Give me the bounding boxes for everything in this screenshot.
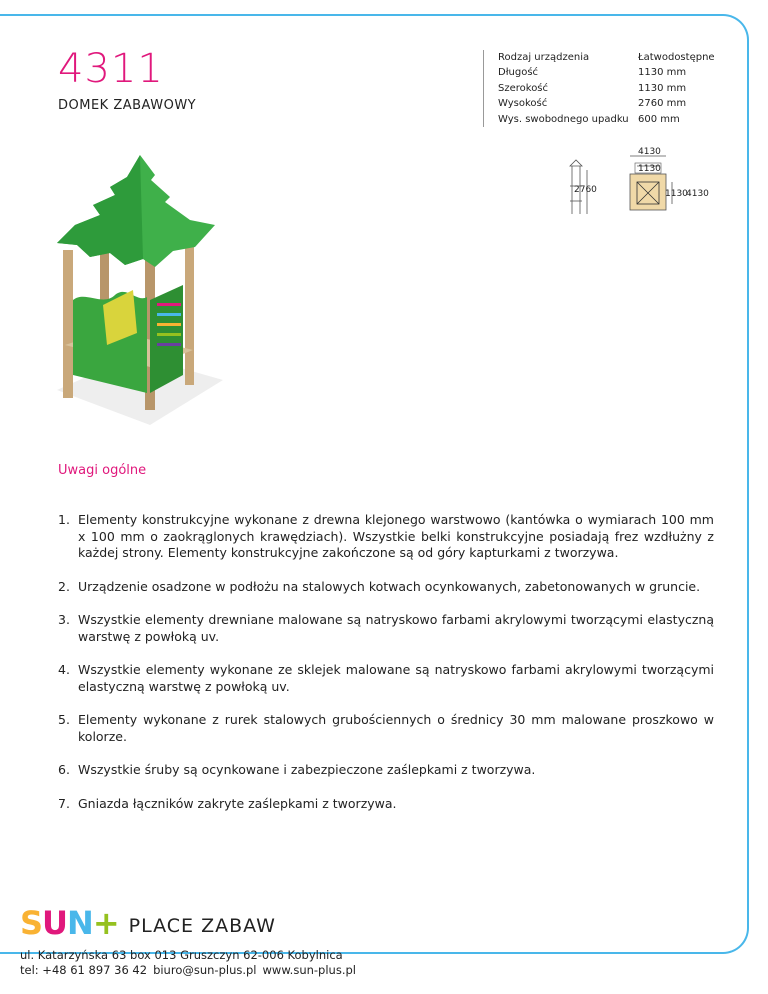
note-number: 7.: [58, 795, 70, 811]
spec-label: Wys. swobodnego upadku: [498, 113, 629, 125]
spec-label: Szerokość: [498, 82, 549, 94]
note-text: Wszystkie elementy drewniane malowane są natryskowo farbami akrylowymi tworzącymi elastyczną warstwę z powłoką uv.: [78, 612, 714, 644]
website-link[interactable]: www.sun-plus.pl: [262, 963, 356, 977]
note-number: 4.: [58, 662, 70, 677]
note-text: Wszystkie elementy wykonane ze sklejek malowane są natryskowo farbami akrylowymi tworzącymi elastyczną warstwę z powłoką uv.: [78, 662, 714, 694]
notes-title: Uwagi ogólne: [58, 463, 147, 478]
inner-depth-label: 1130: [665, 189, 688, 199]
company-address: [20, 948, 362, 978]
contact-row: [20, 963, 362, 978]
note-number: 6.: [58, 762, 70, 777]
email-link[interactable]: biuro@sun-plus.pl: [153, 963, 257, 977]
note-number: 2.: [58, 578, 70, 594]
list-item: [58, 796, 714, 813]
note-number: 1.: [58, 512, 70, 527]
spec-row: [498, 96, 715, 111]
spec-label: Rodzaj urządzenia: [498, 52, 590, 63]
outer-width-label: 4130: [638, 147, 661, 157]
spec-value: Łatwodostępne: [638, 52, 715, 63]
playhouse-image: [55, 155, 225, 425]
notes-list: [58, 512, 714, 829]
spec-row: [498, 112, 715, 127]
product-code: 4311: [58, 46, 164, 92]
note-text: Urządzenie osadzone w podłożu na stalowych kotwach ocynkowanych, zabetonowanych w gruncie.: [78, 578, 701, 594]
note-text: Elementy konstrukcyjne wykonane z drewna klejonego warstwowo (kantówka o wymiarach 100 mm x 100 mm o zaokrąglonych krawędziach). Wszystkie belki konstrukcyjne posiadają frez wzdłużny z każdej strony. Elementy konstrukcyjne zakończone są od góry kapturkami z tworzywa.: [78, 512, 714, 560]
spec-label: Długość: [498, 67, 539, 79]
sun-plus-logo: SUN+: [20, 904, 119, 942]
note-text: Wszystkie śruby są ocynkowane i zabezpieczone zaślepkami z tworzywa.: [78, 762, 536, 777]
spec-row: [498, 65, 715, 80]
list-item: [58, 579, 714, 596]
note-text: Elementy wykonane z rurek stalowych grubościennych o średnicy 30 mm malowane proszkowo w kolorze.: [78, 712, 714, 744]
spec-value: 2760 mm: [638, 98, 687, 110]
list-item: [58, 662, 714, 695]
list-item: [58, 712, 714, 745]
note-text: Gniazda łączników zakryte zaślepkami z tworzywa.: [78, 795, 397, 811]
brand: [20, 904, 276, 942]
height-label: 2760: [574, 185, 597, 195]
spec-row: [498, 81, 715, 96]
phone-text: tel: +48 61 897 36 42: [20, 963, 148, 977]
list-item: [58, 512, 714, 562]
inner-width-label: 1130: [638, 164, 661, 174]
address-line: ul. Katarzyńska 63 box 013 Gruszczyn 62-006 Kobylnica: [20, 948, 343, 962]
list-item: [58, 612, 714, 645]
note-number: 3.: [58, 612, 70, 627]
spec-value: 600 mm: [638, 113, 680, 125]
brand-tagline: PLACE ZABAW: [128, 915, 276, 937]
spec-value: 1130 mm: [638, 82, 687, 94]
outer-depth-label: 4130: [686, 189, 709, 199]
spec-label: Wysokość: [498, 98, 548, 110]
product-name: DOMEK ZABAWOWY: [58, 98, 197, 113]
specs-table: [483, 50, 715, 127]
dimension-diagrams: [552, 146, 722, 226]
spec-value: 1130 mm: [638, 67, 687, 79]
note-number: 5.: [58, 712, 70, 727]
list-item: [58, 762, 714, 779]
spec-row: [498, 50, 715, 65]
